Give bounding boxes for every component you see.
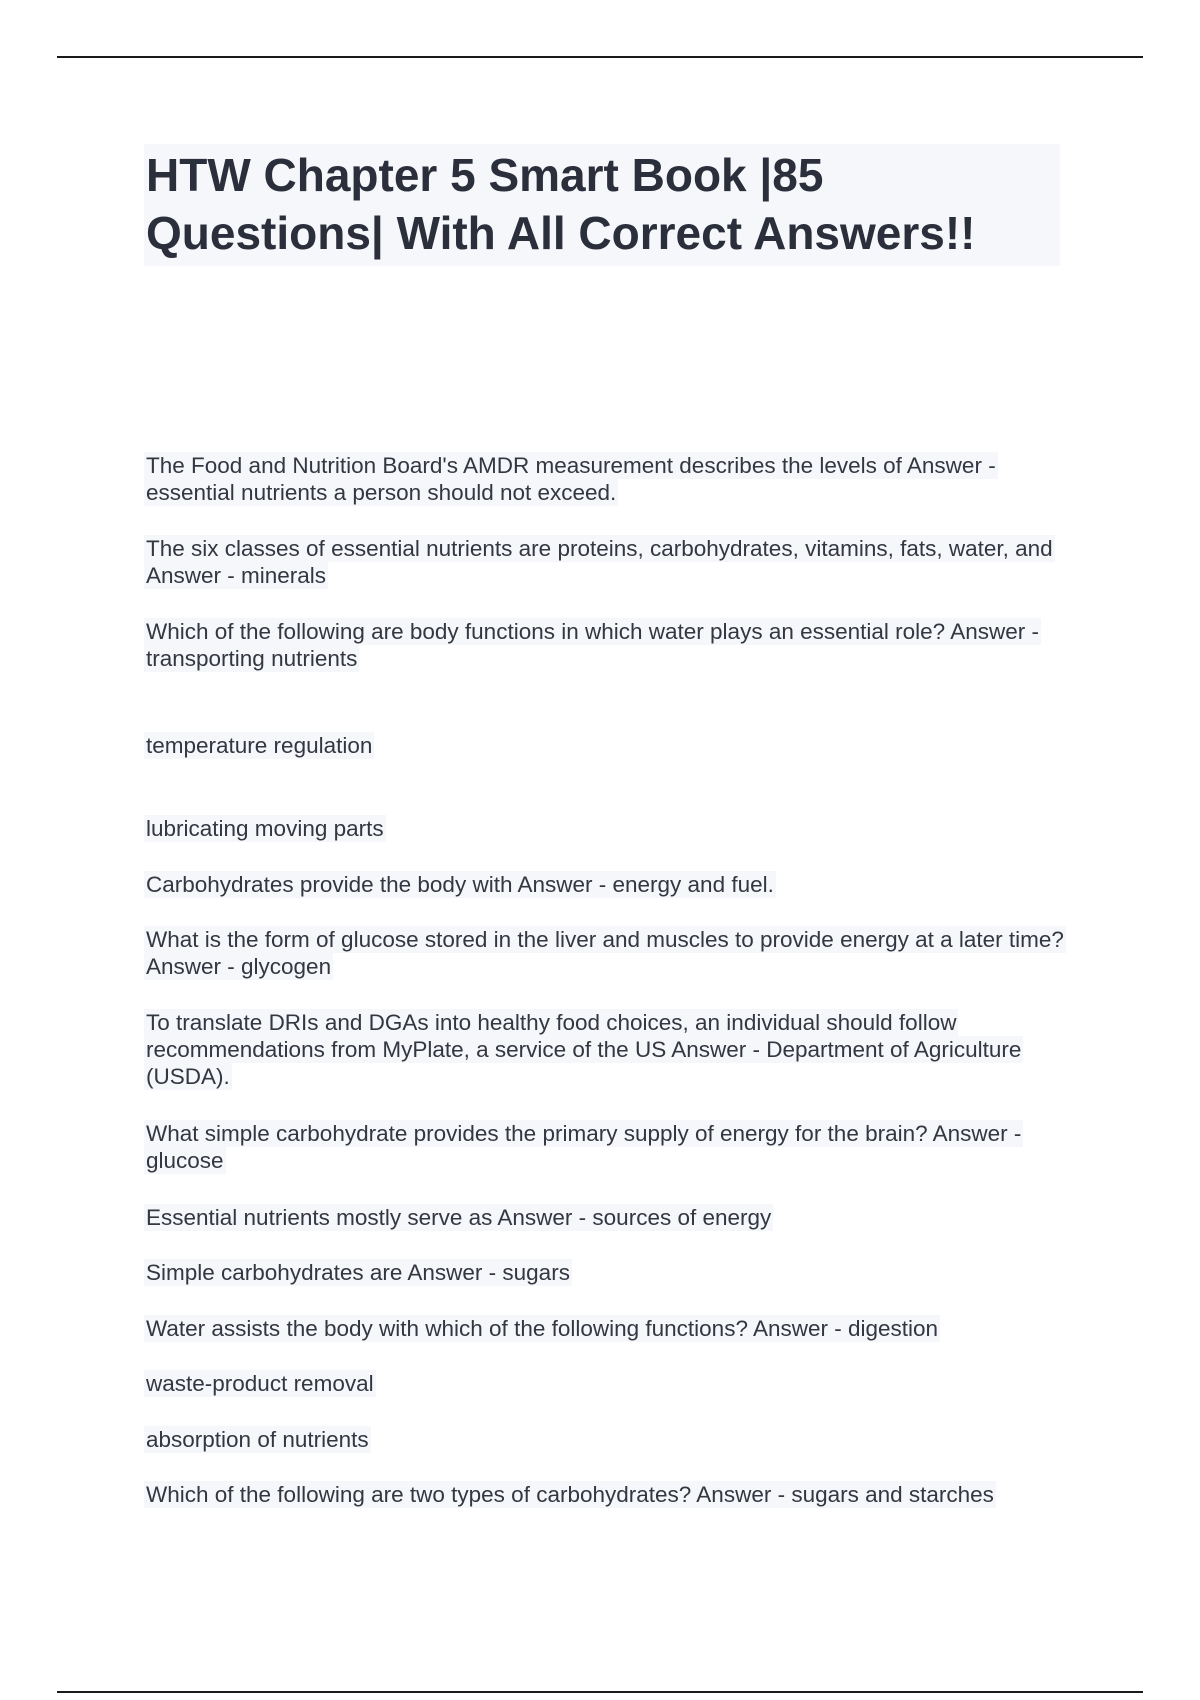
- qa-entry-3: [144, 618, 1064, 672]
- qa-entry-text: The six classes of essential nutrients are proteins, carbohydrates, vitamins, fats, water, and Answer - minerals: [146, 536, 1053, 588]
- qa-entry-text: What simple carbohydrate provides the primary supply of energy for the brain? Answer - glucose: [146, 1121, 1022, 1173]
- top-rule: [57, 56, 1143, 58]
- qa-entry-14: [144, 1426, 1064, 1453]
- qa-entry-4: [144, 732, 1064, 759]
- qa-entry-text: Which of the following are body functions in which water plays an essential role? Answer - transporting nutrients: [146, 619, 1039, 671]
- qa-entry-10: [144, 1204, 1064, 1231]
- qa-entry-9: [144, 1120, 1064, 1174]
- qa-entry-1: [144, 452, 1064, 506]
- qa-entry-text: Carbohydrates provide the body with Answer - energy and fuel.: [146, 872, 774, 897]
- qa-entry-15: [144, 1481, 1064, 1508]
- qa-entry-text: What is the form of glucose stored in the liver and muscles to provide energy at a later time? Answer - glycogen: [146, 927, 1064, 979]
- qa-entry-text: lubricating moving parts: [146, 816, 384, 841]
- qa-entry-text: Essential nutrients mostly serve as Answer - sources of energy: [146, 1205, 772, 1230]
- qa-entry-11: [144, 1259, 1064, 1286]
- qa-entry-text: absorption of nutrients: [146, 1427, 369, 1452]
- qa-entry-2: [144, 535, 1064, 589]
- qa-entry-8: [144, 1009, 1064, 1090]
- qa-entry-text: To translate DRIs and DGAs into healthy food choices, an individual should follow recommendations from MyPlate, a service of the US Answer - Department of Agriculture (USDA).: [146, 1010, 1022, 1089]
- qa-entry-12: [144, 1315, 1064, 1342]
- qa-entry-text: Which of the following are two types of carbohydrates? Answer - sugars and starches: [146, 1482, 994, 1507]
- qa-entry-13: [144, 1370, 1064, 1397]
- qa-entry-text: The Food and Nutrition Board's AMDR measurement describes the levels of Answer - essential nutrients a person should not exceed.: [146, 453, 996, 505]
- qa-entry-6: [144, 871, 1064, 898]
- qa-entry-text: temperature regulation: [146, 733, 373, 758]
- qa-entry-text: waste-product removal: [146, 1371, 374, 1396]
- document-title: HTW Chapter 5 Smart Book |85 Questions| With All Correct Answers!!: [144, 144, 1060, 266]
- qa-entry-text: Simple carbohydrates are Answer - sugars: [146, 1260, 570, 1285]
- bottom-rule: [57, 1691, 1143, 1693]
- qa-entry-text: Water assists the body with which of the following functions? Answer - digestion: [146, 1316, 939, 1341]
- qa-entry-5: [144, 815, 1064, 842]
- qa-entry-7: [144, 926, 1064, 980]
